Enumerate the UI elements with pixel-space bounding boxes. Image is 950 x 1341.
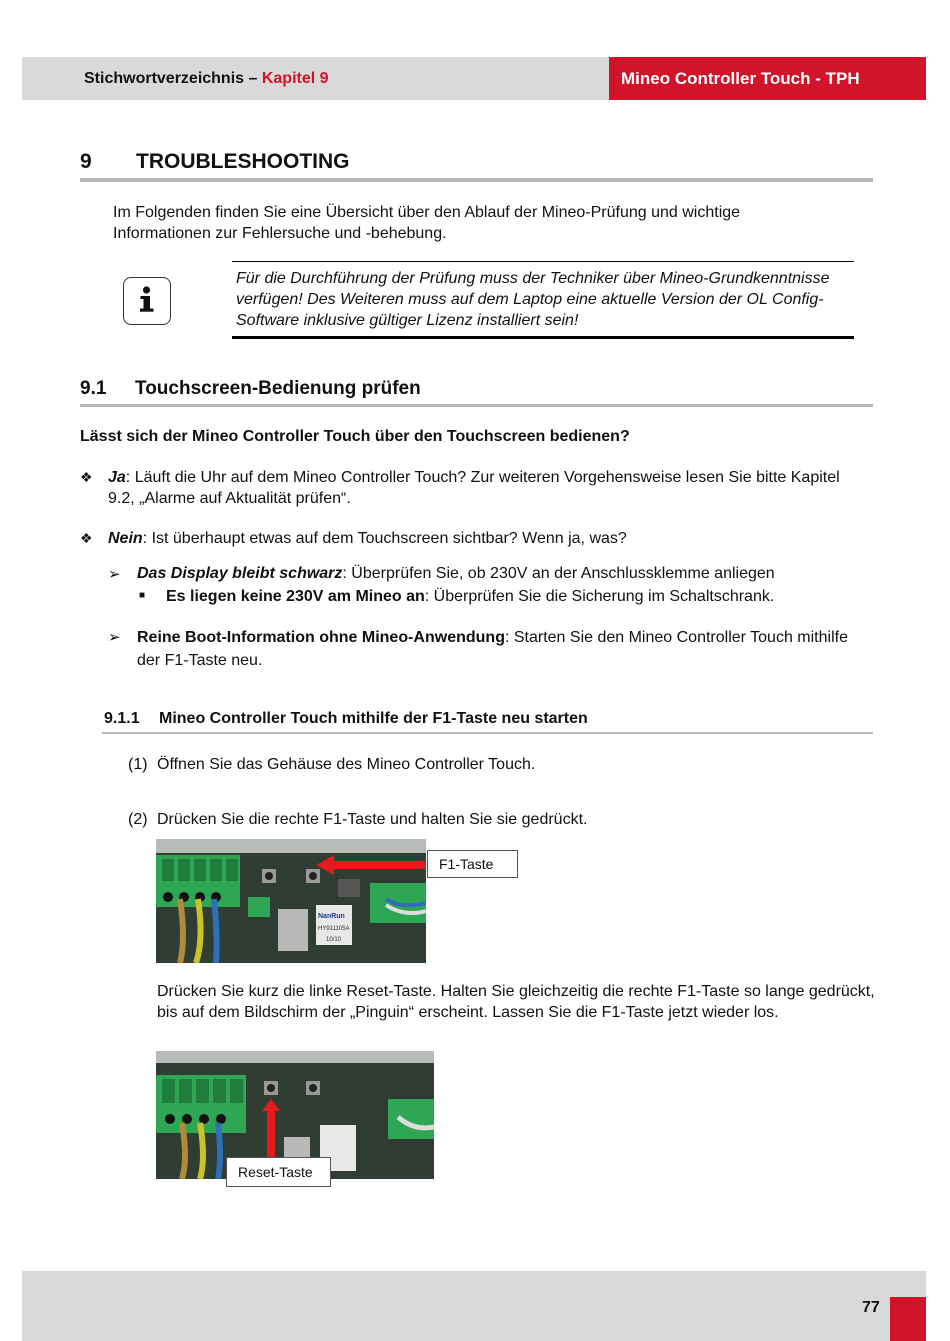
case-display-black xyxy=(137,563,877,584)
header-product: Mineo Controller Touch - TPH xyxy=(609,57,926,100)
photo-f1-key xyxy=(156,839,426,963)
diamond-bullet-icon: ❖ xyxy=(80,469,93,485)
section-rule xyxy=(80,404,873,407)
note-bottom-rule xyxy=(232,336,854,339)
header-breadcrumb xyxy=(84,70,329,88)
page-number: 77 xyxy=(862,1299,880,1316)
bullet-ja-text: : Läuft die Uhr auf dem Mineo Controller Touch? Zur weiteren Vorgehensweise lesen Sie bitte Kapitel 9.2, „Alarme auf Aktualität prüfen“. xyxy=(108,469,840,507)
header-section: Stichwortverzeichnis – xyxy=(84,70,262,87)
chapter-intro: Im Folgenden finden Sie eine Übersicht über den Ablauf der Mineo-Prüfung und wichtige Informationen zur Fehlersuche und -behebung. xyxy=(113,204,741,242)
subsection-heading xyxy=(104,710,588,728)
bullet-ja xyxy=(108,467,868,509)
note-text: Für die Durchführung der Prüfung muss der Techniker über Mineo-Grundkenntnisse verfügen! Des Weiteren muss auf dem Laptop eine aktuelle Version der OL Config-Software inklusive gültiger Lizenz installiert sein! xyxy=(236,270,830,329)
section-number: 9.1 xyxy=(80,378,107,399)
case1-label: Das Display bleibt schwarz xyxy=(137,565,343,582)
reset-instruction: Drücken Sie kurz die linke Reset-Taste. Halten Sie gleichzeitig die rechte F1-Taste so lange gedrückt, bis auf dem Bildschirm der „Pinguin“ erscheint. Lassen Sie die F1-Taste jetzt wieder los. xyxy=(157,983,875,1021)
square-bullet-icon: ■ xyxy=(139,590,146,601)
photo1-part-label: HY911105A xyxy=(318,926,350,932)
photo1-part-date: 10/10 xyxy=(326,937,342,943)
case-no-230v xyxy=(166,586,886,607)
section-heading xyxy=(80,378,421,400)
arrow-bullet-icon: ➢ xyxy=(108,629,121,646)
case2-label: Reine Boot-Information ohne Mineo-Anwendung xyxy=(137,629,505,646)
header-chapter: Kapitel 9 xyxy=(261,70,329,87)
chapter-number: 9 xyxy=(80,150,92,173)
photo1-board-label: NanRun xyxy=(318,913,345,920)
subsection-rule xyxy=(102,732,873,734)
arrow-bullet-icon: ➢ xyxy=(108,566,121,583)
section-title: Touchscreen-Bedienung prüfen xyxy=(135,378,421,399)
callout-reset-key: Reset-Taste xyxy=(226,1157,331,1187)
case1-sub-label: Es liegen keine 230V am Mineo an xyxy=(166,588,425,605)
bullet-nein xyxy=(108,528,868,549)
bullet-nein-label: Nein xyxy=(108,530,143,547)
step-2-number: (2) xyxy=(128,811,148,828)
footer-accent xyxy=(890,1297,926,1341)
case1-text: : Überprüfen Sie, ob 230V an der Anschlussklemme anliegen xyxy=(342,565,775,582)
case2-text: : Starten Sie den Mineo Controller Touch mithilfe der F1-Taste neu. xyxy=(137,629,848,669)
section-question: Lässt sich der Mineo Controller Touch über den Touchscreen bedienen? xyxy=(80,428,630,445)
info-icon xyxy=(123,277,171,325)
chapter-heading xyxy=(80,150,350,174)
callout-f1-key: F1-Taste xyxy=(427,850,518,878)
subsection-number: 9.1.1 xyxy=(104,710,140,727)
note-top-rule xyxy=(232,261,854,262)
footer-bar xyxy=(22,1271,926,1341)
chapter-rule xyxy=(80,178,873,182)
chapter-title: TROUBLESHOOTING xyxy=(136,150,350,173)
bullet-nein-text: : Ist überhaupt etwas auf dem Touchscreen sichtbar? Wenn ja, was? xyxy=(142,530,627,547)
bullet-ja-label: Ja xyxy=(108,469,126,486)
step-1-text: Öffnen Sie das Gehäuse des Mineo Controller Touch. xyxy=(157,756,536,773)
step-1-number: (1) xyxy=(128,756,148,773)
case1-sub-text: : Überprüfen Sie die Sicherung im Schaltschrank. xyxy=(424,588,775,605)
step-2-text: Drücken Sie die rechte F1-Taste und halten Sie sie gedrückt. xyxy=(157,811,588,828)
case-boot-info xyxy=(137,626,872,672)
subsection-title: Mineo Controller Touch mithilfe der F1-Taste neu starten xyxy=(159,710,588,727)
diamond-bullet-icon: ❖ xyxy=(80,530,93,546)
